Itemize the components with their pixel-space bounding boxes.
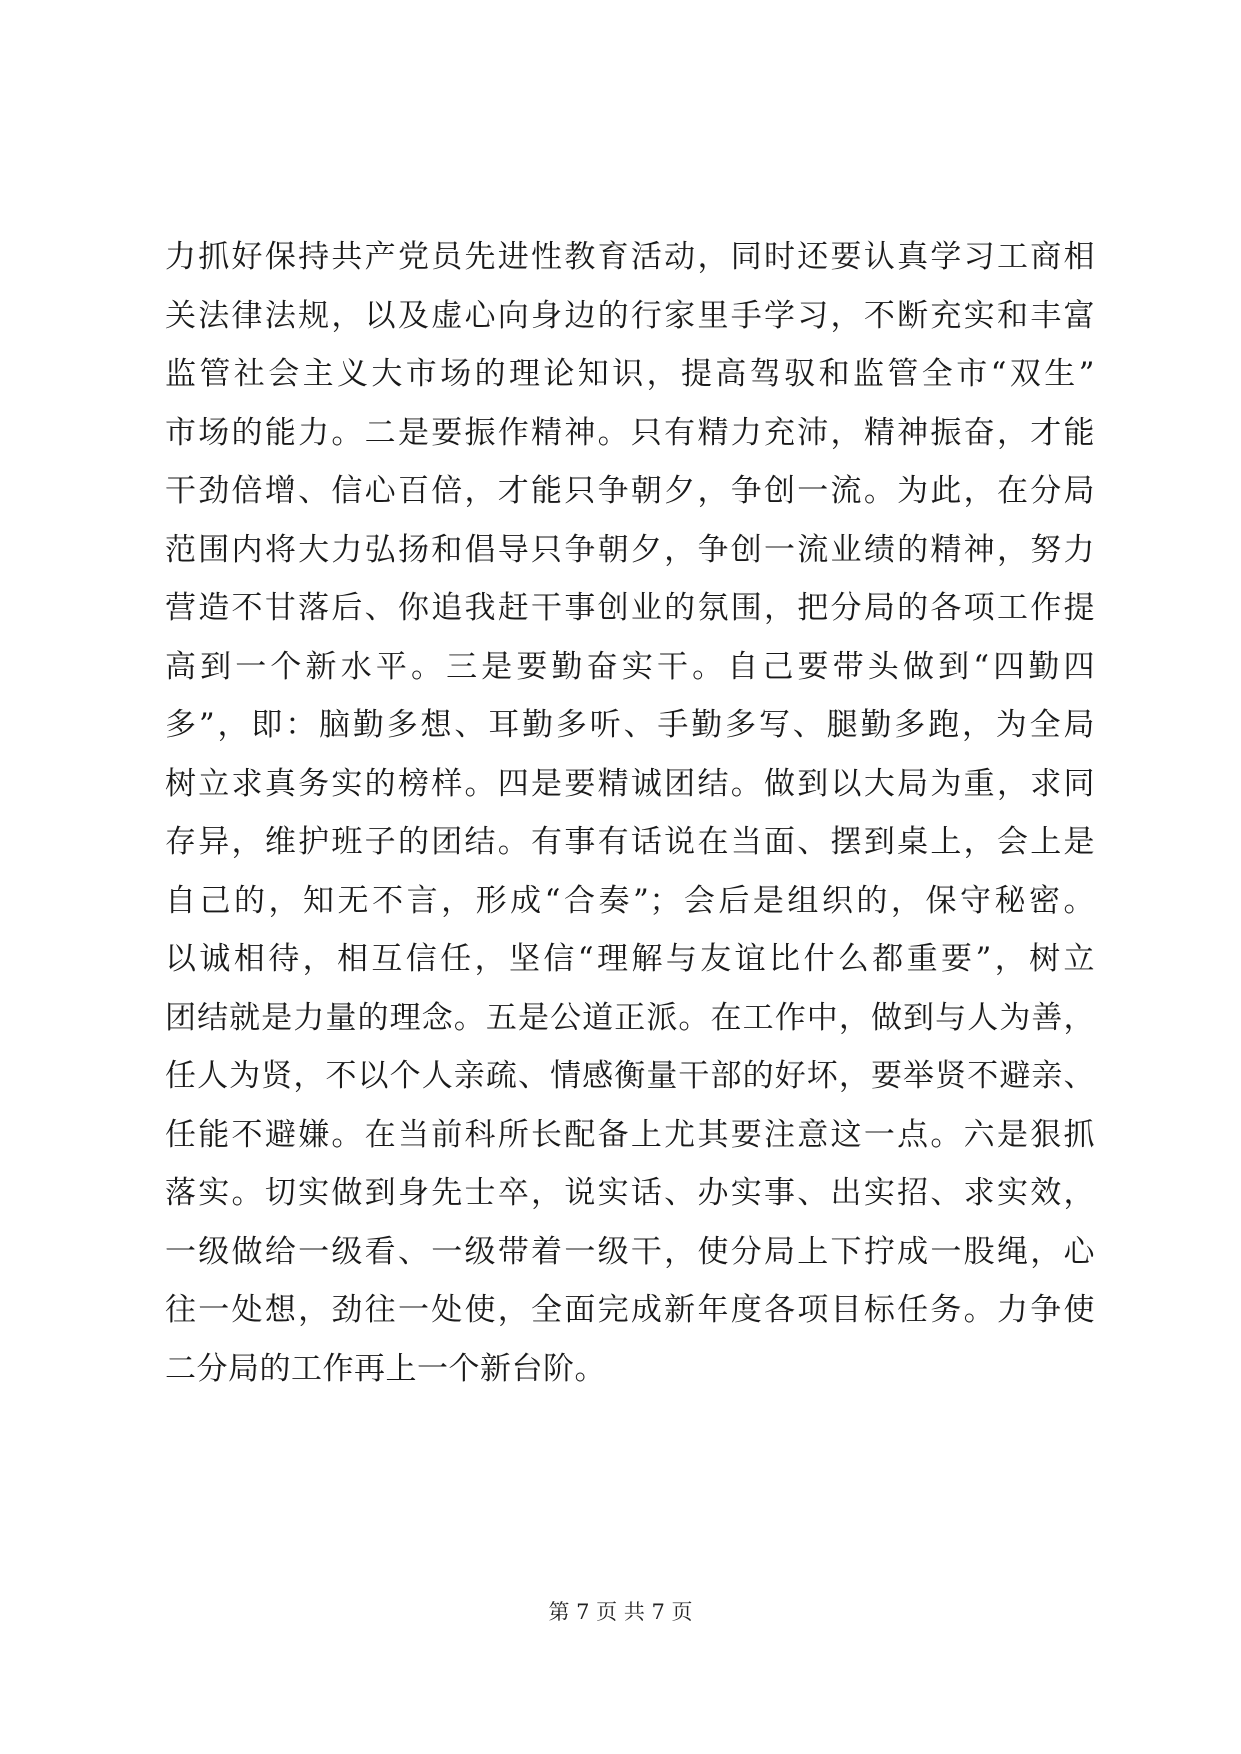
text-line: 以诚相待，相互信任，坚信“理解与友谊比什么都重要”，树立 [165, 941, 1095, 977]
text-line: 任能不避嫌。在当前科所长配备上尤其要注意这一点。六是狠抓 [165, 1116, 1095, 1153]
text-line: 自己的，知无不言，形成“合奏”；会后是组织的，保守秘密。 [165, 882, 1095, 919]
text-line: 一级做给一级看、一级带着一级干，使分局上下拧成一股绳，心 [165, 1233, 1095, 1270]
text-line: 任人为贤，不以个人亲疏、情感衡量干部的好坏，要举贤不避亲、 [165, 1058, 1095, 1094]
text-line: 范围内将大力弘扬和倡导只争朝夕，争创一流业绩的精神，努力 [165, 531, 1095, 568]
text-line: 树立求真务实的榜样。四是要精诚团结。做到以大局为重，求同 [165, 765, 1095, 802]
text-line: 往一处想，劲往一处使，全面完成新年度各项目标任务。力争使 [165, 1292, 1095, 1328]
text-line: 市场的能力。二是要振作精神。只有精力充沛，精神振奋，才能 [165, 414, 1095, 451]
page-number-footer: 第 7 页 共 7 页 [548, 1600, 693, 1624]
text-line: 力抓好保持共产党员先进性教育活动，同时还要认真学习工商相 [165, 239, 1095, 275]
text-line: 落实。切实做到身先士卒，说实话、办实事、出实招、求实效， [165, 1175, 1095, 1211]
text-line: 高到一个新水平。三是要勤奋实干。自己要带头做到“四勤四 [165, 648, 1095, 685]
text-line: 关法律法规，以及虚心向身边的行家里手学习，不断充实和丰富 [165, 297, 1095, 334]
text-line: 二分局的工作再上一个新台阶。 [165, 1350, 606, 1387]
text-line: 监管社会主义大市场的理论知识，提高驾驭和监管全市“双生” [165, 356, 1095, 392]
text-line: 营造不甘落后、你追我赶干事创业的氛围，把分局的各项工作提 [165, 590, 1095, 626]
text-line: 团结就是力量的理念。五是公道正派。在工作中，做到与人为善， [165, 999, 1095, 1036]
text-line: 多”，即：脑勤多想、耳勤多听、手勤多写、腿勤多跑，为全局 [165, 707, 1095, 743]
text-line: 存异，维护班子的团结。有事有话说在当面、摆到桌上，会上是 [165, 824, 1095, 860]
text-line: 干劲倍增、信心百倍，才能只争朝夕，争创一流。为此，在分局 [165, 473, 1095, 509]
body-paragraph [165, 228, 1095, 1398]
